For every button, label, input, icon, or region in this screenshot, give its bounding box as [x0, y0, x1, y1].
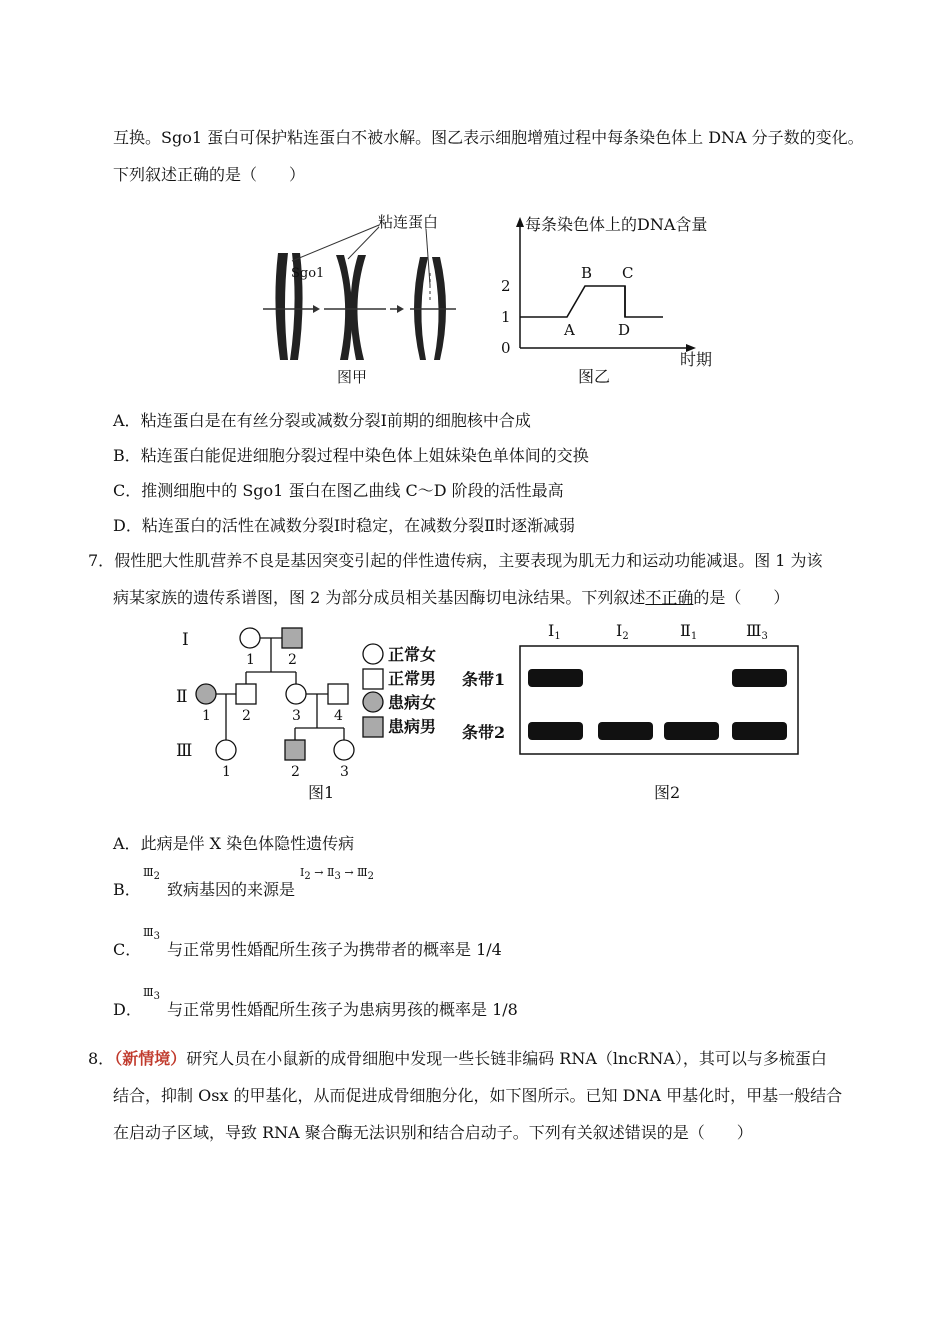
- x-axis-label: 时期: [680, 350, 713, 369]
- question-number: 8．: [88, 1049, 115, 1068]
- gen-label-3: Ⅲ: [176, 741, 193, 761]
- band-label-1: 条带1: [462, 670, 506, 689]
- q7-option-c[interactable]: C．: [113, 940, 142, 959]
- underlined-emphasis: 不正确: [645, 588, 694, 607]
- point-label-A: A: [564, 321, 575, 339]
- q7-stem-line-2: 病某家族的遗传系谱图，图 2 为部分成员相关基因酶切电泳结果。下列叙述不正确的是（ ）: [113, 588, 790, 607]
- lane-label: Ⅰ1: [548, 621, 561, 642]
- band-label-2: 条带2: [462, 723, 506, 742]
- member-III1-normal-female-icon: [216, 740, 236, 760]
- member-I2-affected-male-icon: [282, 628, 302, 648]
- member-II3-normal-female-icon: [286, 684, 306, 704]
- q8-stem-line-1: 8．（新情境）研究人员在小鼠新的成骨细胞中发现一些长链非编码 RNA（lncRNA），其可以与多梳蛋白: [88, 1049, 827, 1068]
- q7-d-text: 与正常男性婚配所生孩子为患病男孩的概率是 1/8: [167, 1000, 518, 1019]
- member-II2-normal-male-icon: [236, 684, 256, 704]
- q7-b-text: 致病基因的来源是: [167, 880, 296, 899]
- q8-stem-line-2: 结合，抑制 Osx 的甲基化，从而促进成骨细胞分化，如下图所示。已知 DNA 甲基化时，甲基一般结合: [113, 1086, 843, 1105]
- q7-c-text: 与正常男性婚配所生孩子为携带者的概率是 1/4: [167, 940, 502, 959]
- q6-option-a[interactable]: A．粘连蛋白是在有丝分裂或减数分裂Ⅰ前期的细胞核中合成: [113, 411, 531, 430]
- gen-label-1: Ⅰ: [182, 630, 189, 650]
- new-context-tag: （新情境）: [114, 1049, 187, 1068]
- svg-text:1: 1: [222, 764, 231, 780]
- member-III2-affected-male-icon: [285, 740, 305, 760]
- member-III3-normal-female-icon: [334, 740, 354, 760]
- svg-text:3: 3: [292, 708, 301, 724]
- q7-b-path: Ⅰ2 → Ⅱ3 → Ⅲ2: [300, 866, 375, 882]
- question-number: 7．: [88, 551, 115, 570]
- point-label-C: C: [622, 264, 634, 282]
- legend-label: 患病女: [388, 693, 437, 712]
- svg-text:1: 1: [246, 652, 255, 668]
- band-I1-2: [528, 722, 583, 740]
- member-II4-normal-male-icon: [328, 684, 348, 704]
- q7-b-subject: Ⅲ2: [143, 866, 160, 882]
- band-III3-2: [732, 722, 787, 740]
- band-I2-2: [598, 722, 653, 740]
- legend-label: 正常女: [388, 645, 437, 664]
- lane-label: Ⅱ1: [680, 621, 698, 642]
- svg-text:3: 3: [340, 764, 349, 780]
- svg-text:2: 2: [242, 708, 251, 724]
- figure-yi-chart: [495, 205, 735, 385]
- figure-yi-caption: 图乙: [578, 367, 611, 386]
- lane-label: Ⅲ3: [746, 621, 768, 642]
- q7-option-b[interactable]: B．: [113, 880, 141, 899]
- sgo1-label: Sgo1: [291, 266, 325, 281]
- point-label-D: D: [618, 321, 631, 339]
- figure-jia-caption: 图甲: [337, 368, 368, 386]
- lane-label: Ⅰ2: [616, 621, 629, 642]
- q7-c-subject: Ⅲ3: [143, 926, 160, 942]
- legend-affected-female-icon: [363, 692, 383, 712]
- pedigree-caption: 图1: [308, 783, 335, 802]
- y-axis-label: 每条染色体上的DNA含量: [525, 215, 708, 234]
- y-tick-label: 2: [501, 277, 511, 295]
- intro-line-1: 互换。Sgo1 蛋白可保护粘连蛋白不被水解。图乙表示细胞增殖过程中每条染色体上 DNA 分子数的变化。: [113, 128, 864, 147]
- gel-figure: [458, 618, 808, 808]
- y-tick-label: 0: [501, 339, 511, 357]
- legend-label: 正常男: [388, 669, 437, 688]
- svg-text:1: 1: [202, 708, 211, 724]
- band-I1-1: [528, 669, 583, 687]
- q7-stem-line-1: 7．假性肥大性肌营养不良是基因突变引起的伴性遗传病，主要表现为肌无力和运动功能减退。图 1 为该: [88, 551, 823, 570]
- q8-stem-line-3: 在启动子区域，导致 RNA 聚合酶无法识别和结合启动子。下列有关叙述错误的是（ ）: [113, 1123, 753, 1142]
- q7-d-subject: Ⅲ3: [143, 986, 160, 1002]
- dna-curve: [520, 286, 663, 317]
- q6-option-d[interactable]: D．粘连蛋白的活性在减数分裂Ⅰ时稳定，在减数分裂Ⅱ时逐渐减弱: [113, 516, 576, 535]
- pedigree-figure: [170, 618, 470, 808]
- band-III3-1: [732, 669, 787, 687]
- svg-text:2: 2: [288, 652, 297, 668]
- chromosome-middle-icon: [336, 255, 366, 360]
- q7-option-d[interactable]: D．: [113, 1000, 142, 1019]
- gen-label-2: Ⅱ: [176, 687, 188, 707]
- member-I1-normal-female-icon: [240, 628, 260, 648]
- legend-affected-male-icon: [363, 717, 383, 737]
- callout-label: 粘连蛋白: [378, 213, 439, 231]
- gel-caption: 图2: [654, 783, 681, 802]
- figure-jia: [258, 205, 468, 385]
- point-label-B: B: [581, 264, 593, 282]
- svg-text:4: 4: [334, 708, 343, 724]
- legend-label: 患病男: [388, 717, 437, 736]
- legend-normal-female-icon: [363, 644, 383, 664]
- q6-option-c[interactable]: C．推测细胞中的 Sgo1 蛋白在图乙曲线 C～D 阶段的活性最高: [113, 481, 564, 500]
- intro-line-2: 下列叙述正确的是（ ）: [113, 165, 306, 184]
- q6-option-b[interactable]: B．粘连蛋白能促进细胞分裂过程中染色体上姐妹染色单体间的交换: [113, 446, 589, 465]
- q7-option-a[interactable]: A．此病是伴 X 染色体隐性遗传病: [113, 834, 355, 853]
- legend-normal-male-icon: [363, 669, 383, 689]
- band-II1-2: [664, 722, 719, 740]
- member-II1-affected-female-icon: [196, 684, 216, 704]
- svg-text:2: 2: [291, 764, 300, 780]
- y-tick-label: 1: [501, 308, 511, 326]
